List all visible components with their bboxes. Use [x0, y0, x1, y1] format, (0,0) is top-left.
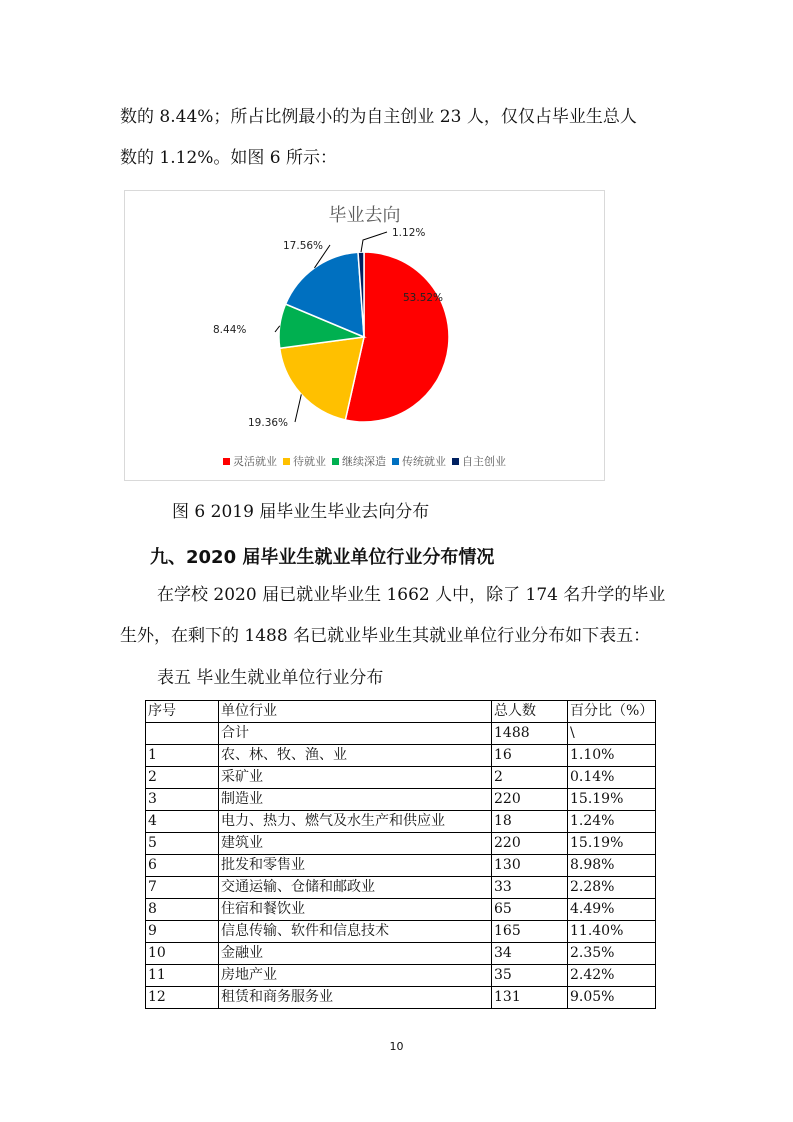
- legend-swatch: [223, 458, 230, 465]
- table-row: [146, 767, 656, 789]
- slice-label-1: 53.52%: [403, 292, 444, 304]
- chart-legend: [125, 453, 604, 469]
- table-cell: 15.19%: [568, 833, 656, 855]
- legend-item: [283, 453, 326, 469]
- header-cell: 总人数: [492, 701, 568, 723]
- table-cell: 165: [492, 921, 568, 943]
- table-cell: 1: [146, 745, 219, 767]
- pie-chart-canvas: [125, 191, 604, 480]
- table-cell: 租赁和商务服务业: [219, 987, 492, 1009]
- table-cell: 制造业: [219, 789, 492, 811]
- table-row: [146, 899, 656, 921]
- table-caption: 表五 毕业生就业单位行业分布: [157, 668, 384, 688]
- table-cell: 房地产业: [219, 965, 492, 987]
- table-cell: 8.98%: [568, 855, 656, 877]
- table-cell: 信息传输、软件和信息技术: [219, 921, 492, 943]
- table-cell: 131: [492, 987, 568, 1009]
- table-cell: 65: [492, 899, 568, 921]
- table-cell: 采矿业: [219, 767, 492, 789]
- table-row: [146, 833, 656, 855]
- legend-label: 灵活就业: [233, 455, 277, 468]
- slice-label-5: 1.12%: [392, 227, 426, 239]
- legend-label: 待就业: [293, 455, 326, 468]
- pie-chart: [124, 190, 605, 481]
- table-cell: 2.42%: [568, 965, 656, 987]
- header-cell: 百分比（%）: [568, 701, 656, 723]
- table-cell: 3: [146, 789, 219, 811]
- table-cell: 1488: [492, 723, 568, 745]
- table-cell: [146, 723, 219, 745]
- paragraph-line: 数的 1.12%。如图 6 所示：: [120, 148, 338, 168]
- slice-label-2: 19.36%: [248, 417, 289, 429]
- table-row: [146, 943, 656, 965]
- paragraph-line: 生外，在剩下的 1488 名已就业毕业生其就业单位行业分布如下表五：: [120, 626, 651, 646]
- table-cell: 批发和零售业: [219, 855, 492, 877]
- chart-title: 毕业去向: [328, 205, 401, 226]
- legend-label: 传统就业: [402, 455, 446, 468]
- table-cell: 建筑业: [219, 833, 492, 855]
- legend-label: 自主创业: [462, 455, 506, 468]
- table-row: [146, 877, 656, 899]
- table-row: [146, 965, 656, 987]
- page-number: 10: [389, 1040, 404, 1053]
- table-cell: 33: [492, 877, 568, 899]
- table-cell: 5: [146, 833, 219, 855]
- table-cell: 220: [492, 789, 568, 811]
- table-cell: 130: [492, 855, 568, 877]
- table-cell: 电力、热力、燃气及水生产和供应业: [219, 811, 492, 833]
- table-cell: 金融业: [219, 943, 492, 965]
- table-cell: 6: [146, 855, 219, 877]
- table-cell: 35: [492, 965, 568, 987]
- table-cell: 7: [146, 877, 219, 899]
- paragraph-line: 在学校 2020 届已就业毕业生 1662 人中，除了 174 名升学的毕业: [157, 585, 666, 605]
- table-cell: 2: [492, 767, 568, 789]
- table-row: [146, 811, 656, 833]
- table-header-row: [146, 701, 656, 723]
- table-cell: 8: [146, 899, 219, 921]
- table-cell: 4: [146, 811, 219, 833]
- table-row: [146, 987, 656, 1009]
- table-cell: 34: [492, 943, 568, 965]
- table-cell: 9: [146, 921, 219, 943]
- table-cell: 1.10%: [568, 745, 656, 767]
- table-cell: 2: [146, 767, 219, 789]
- figure-caption: 图 6 2019 届毕业生毕业去向分布: [172, 502, 430, 522]
- table-cell: 11.40%: [568, 921, 656, 943]
- table-cell: 18: [492, 811, 568, 833]
- table-cell: 16: [492, 745, 568, 767]
- industry-table: [145, 700, 656, 1009]
- table-cell: 农、林、牧、渔、业: [219, 745, 492, 767]
- table-cell: 1.24%: [568, 811, 656, 833]
- table-cell: 交通运输、仓储和邮政业: [219, 877, 492, 899]
- header-cell: 序号: [146, 701, 219, 723]
- legend-swatch: [392, 458, 399, 465]
- legend-label: 继续深造: [342, 455, 386, 468]
- legend-item: [223, 453, 277, 469]
- legend-swatch: [452, 458, 459, 465]
- table-row: [146, 921, 656, 943]
- table-cell: \: [568, 723, 656, 745]
- legend-item: [392, 453, 446, 469]
- legend-swatch: [283, 458, 290, 465]
- table-cell: 2.35%: [568, 943, 656, 965]
- table-cell: 10: [146, 943, 219, 965]
- table-cell: 2.28%: [568, 877, 656, 899]
- table-cell: 4.49%: [568, 899, 656, 921]
- table-cell: 合计: [219, 723, 492, 745]
- table-cell: 12: [146, 987, 219, 1009]
- slice-label-3: 8.44%: [213, 324, 247, 336]
- table-cell: 15.19%: [568, 789, 656, 811]
- header-cell: 单位行业: [219, 701, 492, 723]
- legend-item: [332, 453, 386, 469]
- paragraph-line: 数的 8.44%；所占比例最小的为自主创业 23 人，仅仅占毕业生总人: [120, 107, 637, 127]
- table-cell: 9.05%: [568, 987, 656, 1009]
- table-cell: 220: [492, 833, 568, 855]
- table-cell: 住宿和餐饮业: [219, 899, 492, 921]
- section-heading: 九、2020 届毕业生就业单位行业分布情况: [150, 547, 495, 568]
- table-cell: 0.14%: [568, 767, 656, 789]
- leader-line-2: [295, 394, 301, 422]
- table-row: [146, 723, 656, 745]
- table-cell: 11: [146, 965, 219, 987]
- table-row: [146, 745, 656, 767]
- legend-swatch: [332, 458, 339, 465]
- table-row: [146, 855, 656, 877]
- leader-line-5: [361, 232, 387, 252]
- legend-item: [452, 453, 506, 469]
- table-row: [146, 789, 656, 811]
- slice-label-4: 17.56%: [283, 240, 324, 252]
